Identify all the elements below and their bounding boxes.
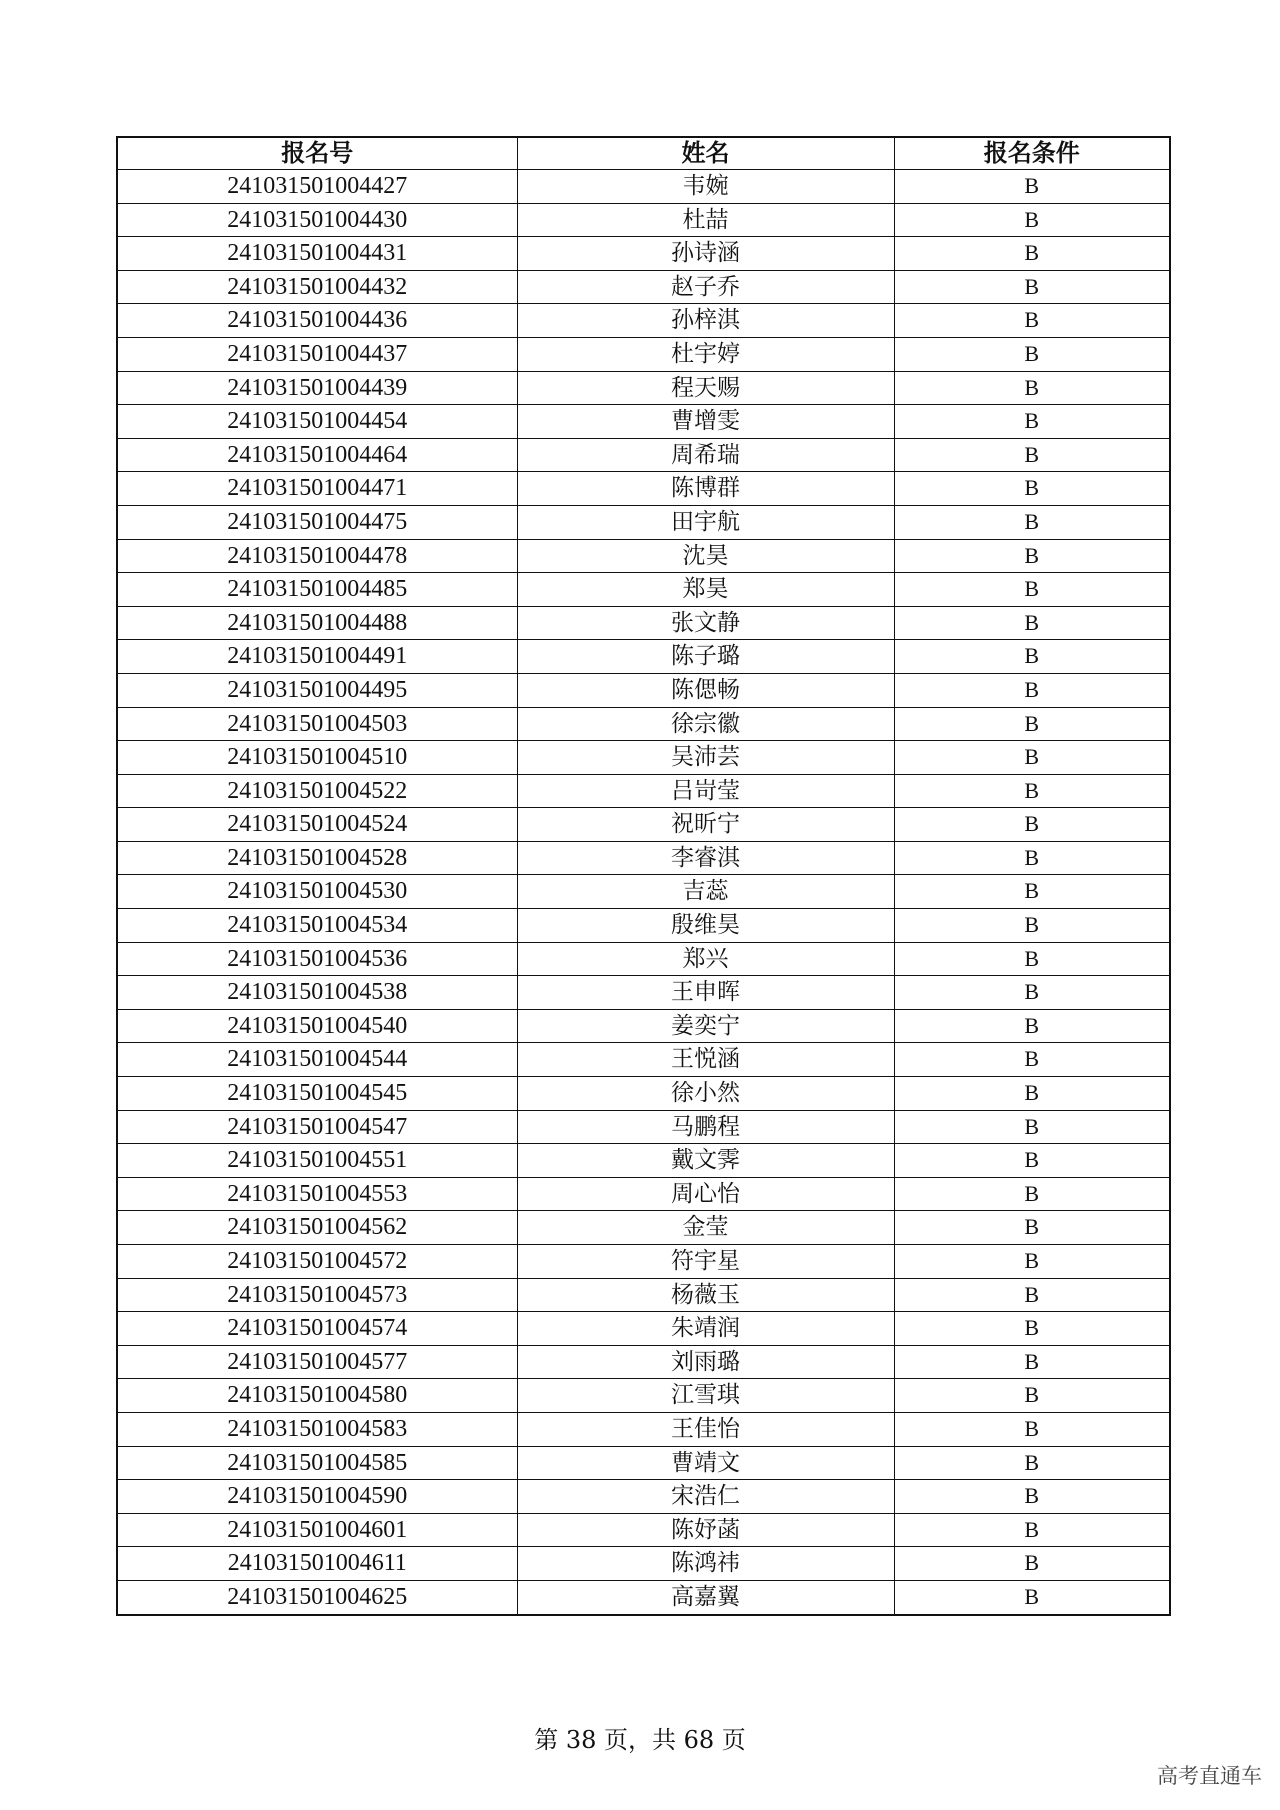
condition-cell: B: [894, 203, 1170, 237]
registration-number-cell: 241031501004590: [117, 1480, 517, 1514]
name-cell: 姜奕宁: [517, 1009, 894, 1043]
condition-cell: B: [894, 539, 1170, 573]
registration-number-cell: 241031501004437: [117, 337, 517, 371]
table-row: [117, 1312, 1170, 1346]
table-row: [117, 1379, 1170, 1413]
condition-cell: B: [894, 472, 1170, 506]
table-row: [117, 707, 1170, 741]
condition-cell: B: [894, 1312, 1170, 1346]
table-body: [117, 170, 1170, 1615]
condition-cell: B: [894, 304, 1170, 338]
condition-cell: B: [894, 405, 1170, 439]
table-row: [117, 1110, 1170, 1144]
name-cell: 符宇星: [517, 1245, 894, 1279]
registration-number-cell: 241031501004430: [117, 203, 517, 237]
name-cell: 徐宗徽: [517, 707, 894, 741]
registration-number-cell: 241031501004427: [117, 170, 517, 204]
table-row: [117, 640, 1170, 674]
condition-cell: B: [894, 237, 1170, 271]
name-cell: 孙梓淇: [517, 304, 894, 338]
registration-number-cell: 241031501004534: [117, 909, 517, 943]
table-row: [117, 170, 1170, 204]
registration-number-cell: 241031501004503: [117, 707, 517, 741]
condition-cell: B: [894, 1513, 1170, 1547]
table-row: [117, 1211, 1170, 1245]
table-row: [117, 606, 1170, 640]
condition-cell: B: [894, 438, 1170, 472]
registration-number-cell: 241031501004439: [117, 371, 517, 405]
table-row: [117, 673, 1170, 707]
registration-number-cell: 241031501004577: [117, 1345, 517, 1379]
registration-number-cell: 241031501004540: [117, 1009, 517, 1043]
name-cell: 徐小然: [517, 1077, 894, 1111]
name-cell: 田宇航: [517, 505, 894, 539]
name-cell: 吉蕊: [517, 875, 894, 909]
condition-cell: B: [894, 1547, 1170, 1581]
table-row: [117, 573, 1170, 607]
condition-cell: B: [894, 1211, 1170, 1245]
name-cell: 马鹏程: [517, 1110, 894, 1144]
registration-number-cell: 241031501004545: [117, 1077, 517, 1111]
name-cell: 陈妤菡: [517, 1513, 894, 1547]
registration-number-cell: 241031501004530: [117, 875, 517, 909]
table-row: [117, 337, 1170, 371]
name-cell: 周希瑞: [517, 438, 894, 472]
condition-cell: B: [894, 841, 1170, 875]
table-row: [117, 1513, 1170, 1547]
table-row: [117, 1345, 1170, 1379]
name-cell: 郑兴: [517, 942, 894, 976]
registration-number-cell: 241031501004478: [117, 539, 517, 573]
condition-cell: B: [894, 1009, 1170, 1043]
name-cell: 陈鸿祎: [517, 1547, 894, 1581]
condition-cell: B: [894, 1043, 1170, 1077]
table-row: [117, 438, 1170, 472]
condition-cell: B: [894, 270, 1170, 304]
condition-cell: B: [894, 1245, 1170, 1279]
table-row: [117, 774, 1170, 808]
condition-cell: B: [894, 875, 1170, 909]
header-name: 姓名: [517, 137, 894, 170]
registration-number-cell: 241031501004572: [117, 1245, 517, 1279]
table-row: [117, 237, 1170, 271]
name-cell: 金莹: [517, 1211, 894, 1245]
name-cell: 吴沛芸: [517, 741, 894, 775]
condition-cell: B: [894, 1177, 1170, 1211]
table-row: [117, 942, 1170, 976]
registration-number-cell: 241031501004601: [117, 1513, 517, 1547]
table-row: [117, 741, 1170, 775]
table-row: [117, 1446, 1170, 1480]
registration-number-cell: 241031501004625: [117, 1580, 517, 1614]
registration-number-cell: 241031501004495: [117, 673, 517, 707]
registration-number-cell: 241031501004544: [117, 1043, 517, 1077]
name-cell: 陈偲畅: [517, 673, 894, 707]
table-row: [117, 1245, 1170, 1279]
name-cell: 祝昕宁: [517, 808, 894, 842]
registration-number-cell: 241031501004485: [117, 573, 517, 607]
page-number: 第 38 页，共 68 页: [534, 1726, 746, 1754]
table-row: [117, 371, 1170, 405]
name-cell: 宋浩仁: [517, 1480, 894, 1514]
table-row: [117, 1480, 1170, 1514]
name-cell: 曹靖文: [517, 1446, 894, 1480]
table-row: [117, 304, 1170, 338]
registration-number-cell: 241031501004536: [117, 942, 517, 976]
name-cell: 赵子乔: [517, 270, 894, 304]
table-row: [117, 841, 1170, 875]
registration-number-cell: 241031501004562: [117, 1211, 517, 1245]
condition-cell: B: [894, 170, 1170, 204]
condition-cell: B: [894, 337, 1170, 371]
registration-number-cell: 241031501004573: [117, 1278, 517, 1312]
table-row: [117, 1077, 1170, 1111]
table-row: [117, 472, 1170, 506]
condition-cell: B: [894, 573, 1170, 607]
name-cell: 高嘉翼: [517, 1580, 894, 1614]
name-cell: 陈子璐: [517, 640, 894, 674]
condition-cell: B: [894, 909, 1170, 943]
condition-cell: B: [894, 1446, 1170, 1480]
condition-cell: B: [894, 774, 1170, 808]
condition-cell: B: [894, 1580, 1170, 1614]
registration-number-cell: 241031501004580: [117, 1379, 517, 1413]
table-row: [117, 976, 1170, 1010]
name-cell: 沈昊: [517, 539, 894, 573]
condition-cell: B: [894, 371, 1170, 405]
registration-number-cell: 241031501004432: [117, 270, 517, 304]
registration-table: [116, 136, 1171, 1616]
name-cell: 韦婉: [517, 170, 894, 204]
name-cell: 江雪琪: [517, 1379, 894, 1413]
condition-cell: B: [894, 808, 1170, 842]
table-row: [117, 909, 1170, 943]
registration-number-cell: 241031501004611: [117, 1547, 517, 1581]
name-cell: 王悦涵: [517, 1043, 894, 1077]
watermark: 高考直通车: [1157, 1764, 1262, 1788]
name-cell: 朱靖润: [517, 1312, 894, 1346]
table-header-row: [117, 137, 1170, 170]
registration-number-cell: 241031501004475: [117, 505, 517, 539]
condition-cell: B: [894, 640, 1170, 674]
registration-number-cell: 241031501004583: [117, 1412, 517, 1446]
name-cell: 殷维昊: [517, 909, 894, 943]
registration-number-cell: 241031501004547: [117, 1110, 517, 1144]
registration-number-cell: 241031501004528: [117, 841, 517, 875]
table-row: [117, 1144, 1170, 1178]
name-cell: 郑昊: [517, 573, 894, 607]
condition-cell: B: [894, 1077, 1170, 1111]
registration-number-cell: 241031501004488: [117, 606, 517, 640]
table-row: [117, 270, 1170, 304]
table-row: [117, 405, 1170, 439]
registration-number-cell: 241031501004491: [117, 640, 517, 674]
name-cell: 杜宇婷: [517, 337, 894, 371]
name-cell: 程天赐: [517, 371, 894, 405]
table-row: [117, 1043, 1170, 1077]
registration-number-cell: 241031501004553: [117, 1177, 517, 1211]
table-row: [117, 1580, 1170, 1614]
registration-number-cell: 241031501004471: [117, 472, 517, 506]
table-row: [117, 539, 1170, 573]
condition-cell: B: [894, 673, 1170, 707]
condition-cell: B: [894, 741, 1170, 775]
condition-cell: B: [894, 606, 1170, 640]
table-row: [117, 203, 1170, 237]
name-cell: 孙诗涵: [517, 237, 894, 271]
name-cell: 周心怡: [517, 1177, 894, 1211]
name-cell: 杜喆: [517, 203, 894, 237]
name-cell: 戴文霁: [517, 1144, 894, 1178]
condition-cell: B: [894, 707, 1170, 741]
condition-cell: B: [894, 976, 1170, 1010]
name-cell: 王申晖: [517, 976, 894, 1010]
condition-cell: B: [894, 1144, 1170, 1178]
registration-number-cell: 241031501004454: [117, 405, 517, 439]
table-row: [117, 1412, 1170, 1446]
name-cell: 张文静: [517, 606, 894, 640]
condition-cell: B: [894, 1379, 1170, 1413]
table-row: [117, 808, 1170, 842]
registration-number-cell: 241031501004524: [117, 808, 517, 842]
registration-number-cell: 241031501004538: [117, 976, 517, 1010]
registration-number-cell: 241031501004522: [117, 774, 517, 808]
registration-number-cell: 241031501004574: [117, 1312, 517, 1346]
table-row: [117, 1009, 1170, 1043]
name-cell: 杨薇玉: [517, 1278, 894, 1312]
table-row: [117, 1547, 1170, 1581]
table-row: [117, 875, 1170, 909]
header-registration-number: 报名号: [117, 137, 517, 170]
registration-number-cell: 241031501004436: [117, 304, 517, 338]
name-cell: 王佳怡: [517, 1412, 894, 1446]
condition-cell: B: [894, 1278, 1170, 1312]
name-cell: 曹增雯: [517, 405, 894, 439]
condition-cell: B: [894, 505, 1170, 539]
table-row: [117, 505, 1170, 539]
registration-number-cell: 241031501004464: [117, 438, 517, 472]
registration-number-cell: 241031501004510: [117, 741, 517, 775]
condition-cell: B: [894, 1480, 1170, 1514]
header-condition: 报名条件: [894, 137, 1170, 170]
registration-number-cell: 241031501004551: [117, 1144, 517, 1178]
name-cell: 吕岢莹: [517, 774, 894, 808]
name-cell: 刘雨璐: [517, 1345, 894, 1379]
registration-table-container: [116, 136, 1169, 1616]
registration-number-cell: 241031501004585: [117, 1446, 517, 1480]
registration-number-cell: 241031501004431: [117, 237, 517, 271]
name-cell: 李睿淇: [517, 841, 894, 875]
condition-cell: B: [894, 1345, 1170, 1379]
name-cell: 陈博群: [517, 472, 894, 506]
condition-cell: B: [894, 942, 1170, 976]
condition-cell: B: [894, 1412, 1170, 1446]
table-row: [117, 1278, 1170, 1312]
table-row: [117, 1177, 1170, 1211]
condition-cell: B: [894, 1110, 1170, 1144]
